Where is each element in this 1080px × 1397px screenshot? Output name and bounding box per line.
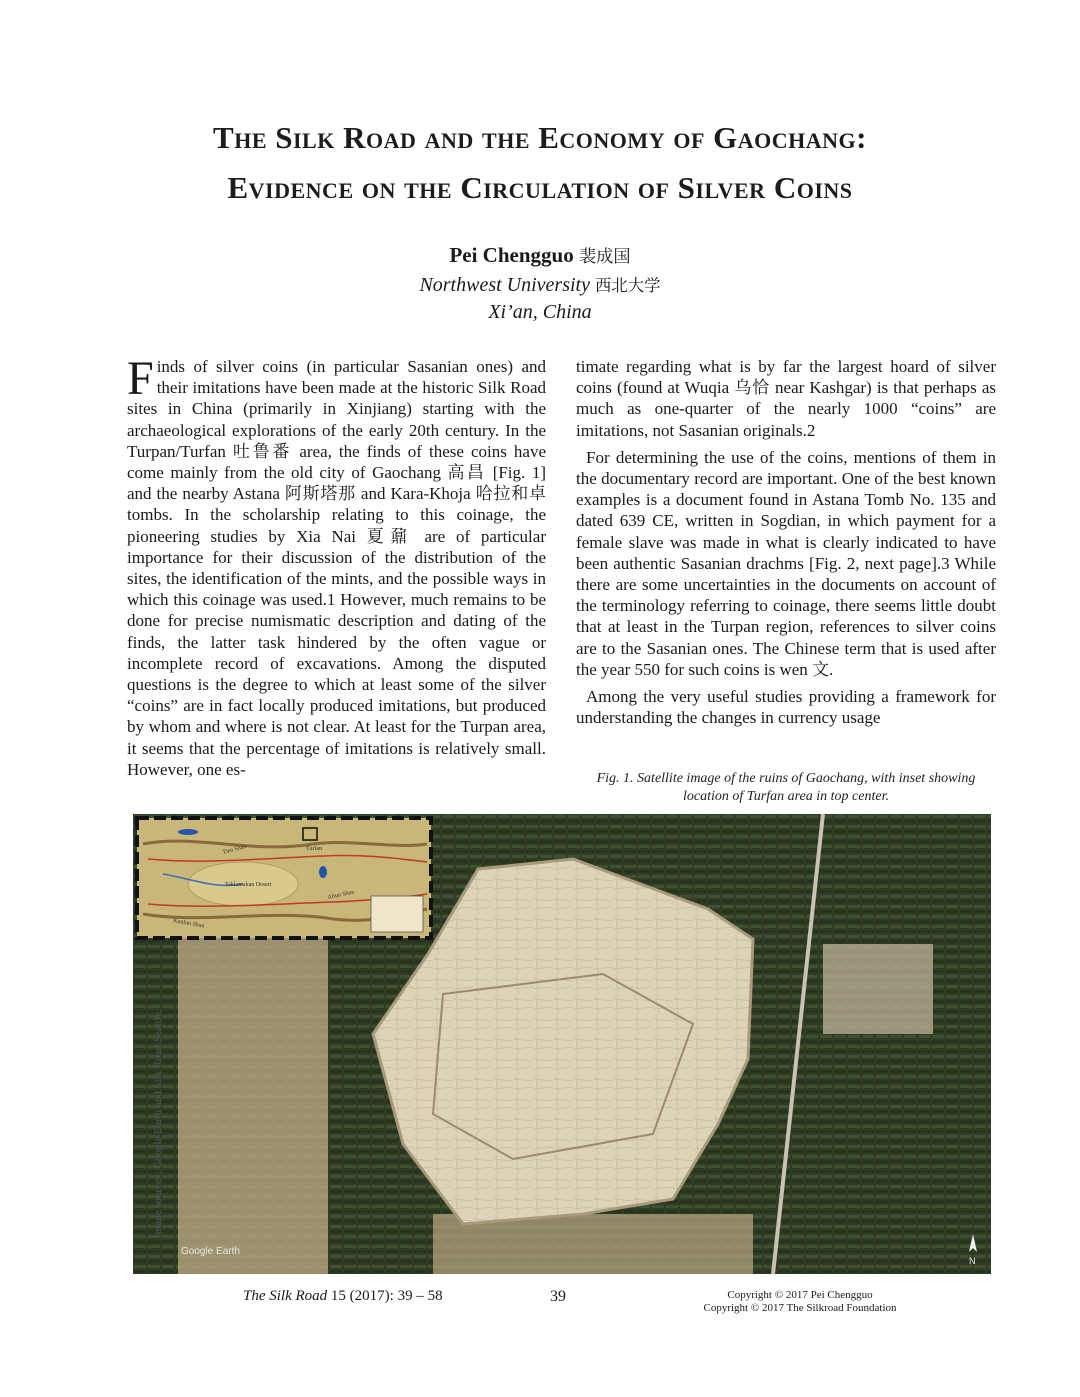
footer-copyright: Copyright © 2017 Pei Chengguo Copyright © 2017 The Silkroad Foundation bbox=[703, 1289, 897, 1314]
google-earth-watermark: Google Earth bbox=[181, 1246, 240, 1257]
inset-label-tien-shan: Tien Shan bbox=[221, 843, 247, 856]
paragraph-3: For determining the use of the coins, mentions of them in the documentary record are important. One of the best known examples is a document found in Astana Tomb No. 135 and dated 639 CE, written in Sogdian, in which payment for a female slave was made in what is clearly indicated to have been authentic Sasanian drachms [Fig. 2, next page].3 While there are some uncertainties in the documents on account of the terminology referring to coinage, there seems little doubt that at least in the Turpan region, references to silver coins are to the Sasanian ones. The Chinese term that is used after the year 550 for such coins is wen 文. bbox=[576, 447, 996, 679]
paragraph-4: Among the very useful studies providing a framework for understanding the changes in currency usage bbox=[576, 687, 996, 728]
page-number: 39 bbox=[550, 1288, 566, 1305]
inset-label-altun-shan: Altun Shan bbox=[327, 889, 355, 901]
inset-label-turfan: Turfan bbox=[306, 846, 323, 852]
village-east bbox=[823, 944, 933, 1034]
inset-label-kunlun-shan: Kunlun Shan bbox=[172, 918, 205, 930]
inset-label-taklamakan: Taklamakan Desert bbox=[225, 882, 272, 888]
author-block bbox=[0, 240, 1080, 326]
author-name: Pei Chengguo 裴成国 bbox=[449, 243, 631, 267]
body-column-right bbox=[576, 356, 996, 728]
author-affiliation: Northwest University 西北大学 bbox=[419, 274, 661, 296]
drop-cap: F bbox=[127, 352, 154, 405]
body-column-left bbox=[127, 352, 546, 780]
figure-caption: Fig. 1. Satellite image of the ruins of Gaochang, with inset showing location of Turfan area in top center. bbox=[596, 771, 976, 804]
inset-map bbox=[137, 818, 431, 938]
title-line-1: The Silk Road and the Economy of Gaochang: bbox=[213, 120, 867, 155]
dirt-strip-west bbox=[178, 894, 328, 1274]
satellite-figure bbox=[133, 814, 991, 1274]
footer-journal: The Silk Road 15 (2017): 39 – 58 bbox=[243, 1288, 443, 1304]
paragraph-1: Finds of silver coins (in particular Sasanian ones) and their imitations have been made at the historic Silk Road sites in China (primarily in Xinjiang) starting with the archaeological explorations of the early 20th century. In the Turpan/Turfan 吐鲁番 area, the finds of these coins have come mainly from the old city of Gaochang 高昌 [Fig. 1] and the nearby Astana 阿斯塔那 and Kara-Khoja 哈拉和卓 tombs. In the scholarship relating to this coinage, the pioneering studies by Xia Nai 夏鼐 are of particular importance for their discussion of the distribution of the sites, the identification of the mints, and the possible ways in which this coinage was used.1 However, much remains to be done for precise numismatic description and dating of the finds, the latter task hindered by the often vague or incomplete record of excavations. Among the disputed questions is the degree to which at least some of the silver “coins” are in fact locally produced imitations, but produced by whom and where is not clear. At least for the Turpan area, it seems that the percentage of imitations is relatively small. However, one es- bbox=[127, 352, 546, 779]
image-credit: Image sources: Google Earth and Silk Road Seattle. bbox=[152, 1009, 164, 1238]
title-line-2: Evidence on the Circulation of Silver Coins bbox=[227, 170, 853, 205]
svg-text:N: N bbox=[969, 1256, 976, 1266]
author-location: Xi’an, China bbox=[488, 301, 592, 323]
paragraph-2: timate regarding what is by far the largest hoard of silver coins (found at Wuqia 乌恰 near Kashgar) is that perhaps as much as one-quarter of the nearly 1000 “coins” are imitations, not Sasanian originals.2 bbox=[576, 357, 996, 440]
